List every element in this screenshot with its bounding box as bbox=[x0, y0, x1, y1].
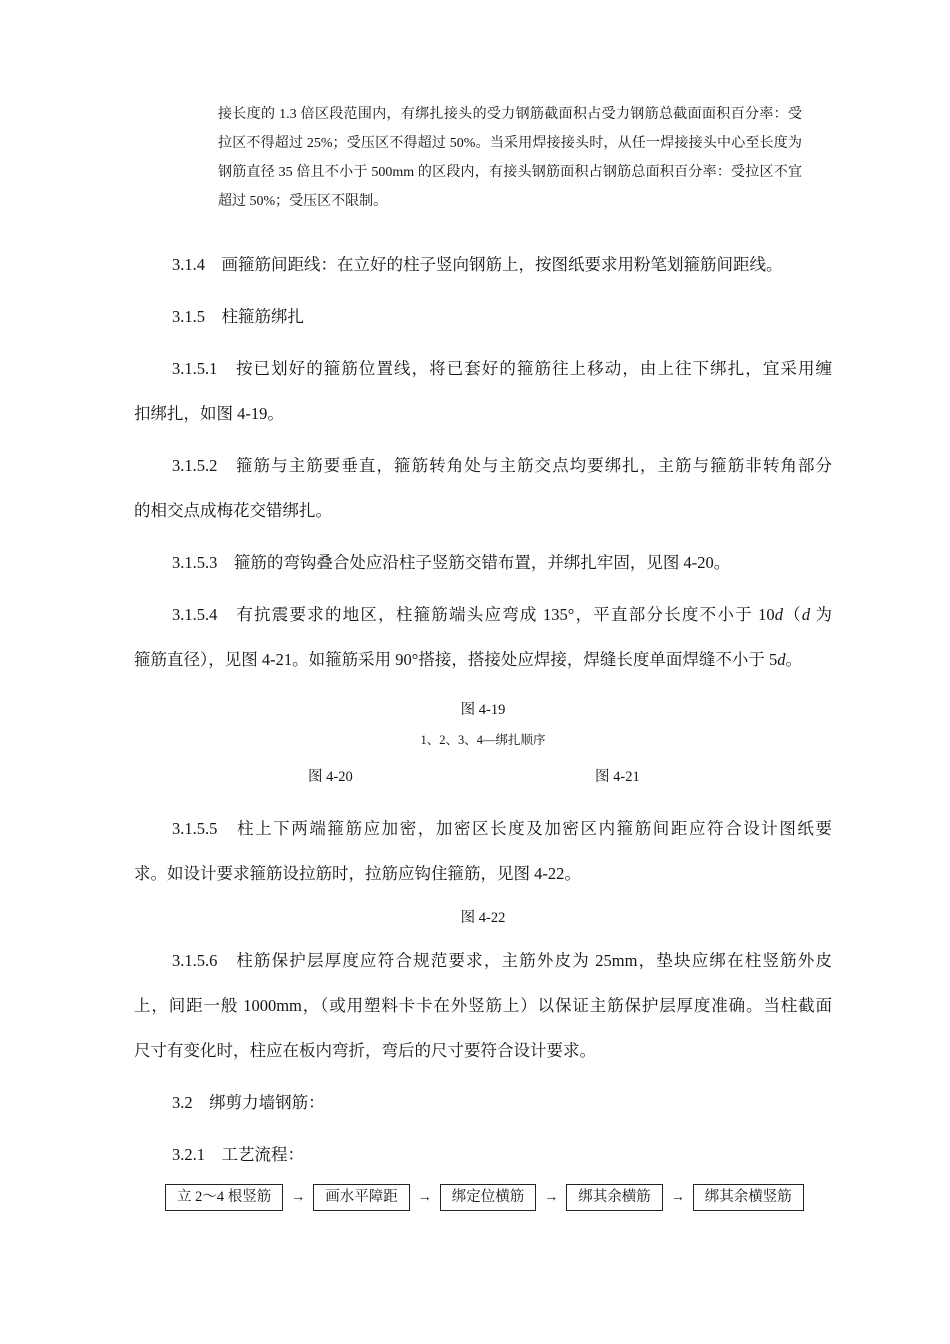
arrow-right-icon: → bbox=[291, 1189, 306, 1205]
section-3-2-1: 3.2.1 工艺流程： bbox=[172, 1145, 304, 1164]
leading-paragraph: 接长度的 1.3 倍区段范围内，有绑扎接头的受力钢筋截面积占受力钢筋总截面面积百分率：受 拉区不得超过 25%；受压区不得超过 50%。当采用焊接接头时，从任一焊接接头中心至长度为 钢筋直径 35 倍且不小于 500mm 的区段内，有接头钢筋面积占钢筋总面积百分率：受拉区不宜 超过 50%；受压区不限制。 bbox=[218, 107, 802, 209]
figure-row-4-20-4-21 bbox=[134, 762, 832, 792]
section-3-1-4: 3.1.4 画箍筋间距线：在立好的柱子竖向钢筋上，按图纸要求用粉笔划箍筋间距线。 bbox=[172, 255, 783, 274]
process-flowchart bbox=[165, 1184, 832, 1211]
flow-step-4: 绑其余横筋 bbox=[566, 1184, 663, 1211]
section-3-1-5-5: 3.1.5.5 柱上下两端箍筋应加密，加密区长度及加密区内箍筋间距应符合设计图纸要 求。如设计要求箍筋设拉筋时，拉筋应钩住箍筋，见图 4-22。 bbox=[134, 819, 832, 883]
arrow-right-icon: → bbox=[417, 1189, 432, 1205]
flow-step-3: 绑定位横筋 bbox=[440, 1184, 537, 1211]
section-3-1-5: 3.1.5 柱箍筋绑扎 bbox=[172, 307, 304, 326]
section-3-1-5-4: 3.1.5.4 有抗震要求的地区，柱箍筋端头应弯成 135°，平直部分长度不小于 10d（d 为 箍筋直径），见图 4-21。如箍筋采用 90°搭接，搭接处应焊接，焊缝长度单面焊缝不小于 5d。 bbox=[134, 605, 832, 669]
section-3-1-5-2: 3.1.5.2 箍筋与主筋要垂直，箍筋转角处与主筋交点均要绑扎，主筋与箍筋非转角部分 的相交点成梅花交错绑扎。 bbox=[134, 456, 832, 520]
figure-4-20-caption: 图 4-20 bbox=[308, 769, 353, 785]
flow-step-2: 画水平障距 bbox=[313, 1184, 410, 1211]
arrow-right-icon: → bbox=[544, 1189, 559, 1205]
flow-step-5: 绑其余横竖筋 bbox=[693, 1184, 804, 1211]
figure-4-19-note: 1、2、3、4—绑扎顺序 bbox=[420, 733, 546, 747]
section-3-1-5-6: 3.1.5.6 柱筋保护层厚度应符合规范要求，主筋外皮为 25mm，垫块应绑在柱竖筋外皮 上，间距一般 1000mm，（或用塑料卡卡在外竖筋上）以保证主筋保护层厚度准确。当柱截面 尺寸有变化时，柱应在板内弯折，弯后的尺寸要符合设计要求。 bbox=[134, 951, 832, 1060]
figure-4-21-caption: 图 4-21 bbox=[595, 769, 640, 785]
figure-4-19-caption: 图 4-19 bbox=[460, 702, 506, 718]
section-3-1-5-1: 3.1.5.1 按已划好的箍筋位置线，将已套好的箍筋往上移动，由上往下绑扎，宜采用缠 扣绑扎，如图 4-19。 bbox=[134, 359, 832, 423]
figure-4-22-caption: 图 4-22 bbox=[460, 910, 506, 926]
section-3-1-5-3: 3.1.5.3 箍筋的弯钩叠合处应沿柱子竖筋交错布置，并绑扎牢固，见图 4-20。 bbox=[172, 553, 731, 572]
section-3-2: 3.2 绑剪力墙钢筋： bbox=[172, 1093, 325, 1112]
arrow-right-icon: → bbox=[670, 1189, 685, 1205]
flow-step-1: 立 2～4 根竖筋 bbox=[165, 1184, 283, 1211]
